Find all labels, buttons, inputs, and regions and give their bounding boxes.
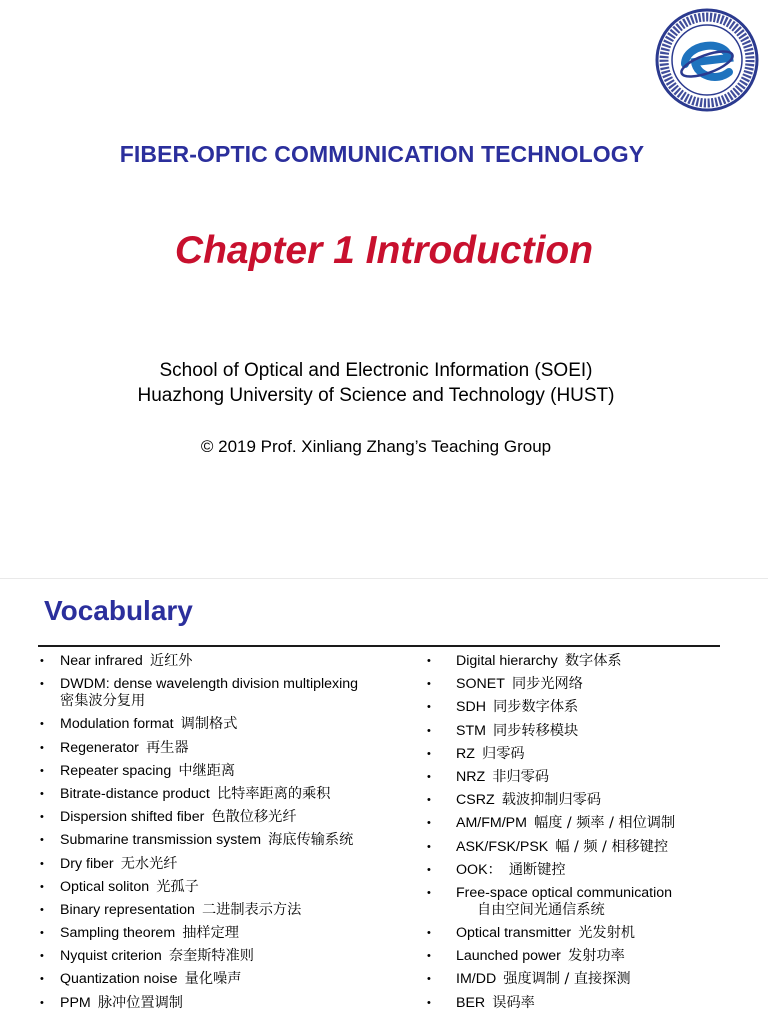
term-english: IM/DD [456, 971, 497, 988]
term-english: Dispersion shifted fiber [60, 809, 205, 826]
term-chinese: 无水光纤 [120, 855, 178, 872]
term-chinese: 幅度 / 频率 / 相位调制 [534, 815, 676, 832]
term-english: Bitrate-distance product [60, 785, 210, 802]
term-chinese: 误码率 [492, 994, 535, 1011]
bullet-icon: • [40, 741, 44, 754]
vocabulary-item [427, 971, 747, 988]
term-chinese: 再生器 [145, 739, 189, 756]
vocabulary-item [40, 786, 420, 803]
vocabulary-item [427, 676, 747, 693]
bullet-icon: • [427, 927, 431, 940]
term-chinese: 强度调制 / 直接探测 [503, 971, 631, 988]
term-english: SDH [456, 699, 486, 716]
term-chinese: 比特率距离的乘积 [216, 785, 331, 802]
bullet-icon: • [427, 794, 431, 807]
vocabulary-list-right [427, 653, 747, 1018]
term-english: Free-space optical communication [456, 884, 673, 901]
vocabulary-item [40, 676, 420, 710]
term-english: Digital hierarchy [456, 653, 558, 669]
bullet-icon: • [40, 973, 44, 986]
term-english: NRZ [456, 768, 486, 785]
bullet-icon: • [40, 655, 44, 667]
bullet-icon: • [40, 927, 44, 940]
vocabulary-item [427, 839, 747, 856]
bullet-icon: • [40, 857, 44, 870]
term-chinese: 光发射机 [578, 925, 635, 942]
bullet-icon: • [427, 996, 431, 1009]
bullet-icon: • [427, 678, 431, 691]
bullet-icon: • [427, 886, 431, 899]
term-english: ASK/FSK/PSK [456, 838, 549, 855]
bullet-icon: • [40, 880, 44, 893]
term-english: PPM [60, 994, 91, 1011]
term-english: Optical soliton [60, 878, 150, 895]
term-chinese: 非归零码 [492, 768, 550, 785]
term-chinese: 脉冲位置调制 [97, 994, 183, 1011]
term-chinese: 通断键控 [508, 861, 566, 878]
term-english: Submarine transmission system [60, 832, 262, 849]
school-name: School of Optical and Electronic Information (SOEI) [159, 360, 593, 381]
vocabulary-list-left [40, 653, 420, 1018]
vocabulary-item [427, 925, 747, 942]
bullet-icon: • [40, 834, 44, 847]
term-chinese: 自由空间光通信系统 [477, 901, 605, 918]
term-chinese: 同步数字体系 [493, 699, 579, 716]
term-chinese: 奈奎斯特准则 [168, 948, 254, 965]
term-chinese: 光孤子 [156, 878, 199, 895]
bullet-icon: • [427, 863, 431, 876]
term-chinese: 近红外 [149, 653, 193, 669]
term-english: BER [456, 994, 486, 1011]
vocabulary-item [40, 902, 420, 919]
term-english: Binary representation [60, 901, 195, 918]
copyright-notice: © 2019 Prof. Xinliang Zhang’s Teaching Group [200, 437, 552, 456]
bullet-icon: • [40, 764, 44, 777]
bullet-icon: • [427, 950, 431, 963]
vocabulary-title: Vocabulary [44, 595, 193, 626]
slide-divider [0, 578, 768, 579]
vocabulary-item [427, 885, 747, 919]
university-emblem-icon [655, 8, 759, 112]
bullet-icon: • [40, 903, 44, 916]
vocabulary-item [40, 716, 420, 733]
title-underline [38, 645, 720, 647]
term-english: DWDM: dense wavelength division multiplexing [60, 676, 359, 693]
term-chinese: 同步转移模块 [493, 722, 579, 739]
term-english: OOK： [456, 861, 502, 878]
term-chinese: 中继距离 [178, 762, 236, 779]
term-chinese: 二进制表示方法 [201, 901, 302, 918]
term-chinese: 同步光网络 [511, 676, 583, 693]
term-chinese: 幅 / 频 / 相移键控 [555, 838, 669, 855]
term-chinese: 抽样定理 [182, 925, 239, 942]
vocabulary-item [427, 862, 747, 879]
term-chinese: 海底传输系统 [268, 832, 354, 849]
term-english: STM [456, 722, 486, 739]
bullet-icon: • [427, 724, 431, 737]
vocabulary-item [40, 948, 420, 965]
vocabulary-item [40, 879, 420, 896]
term-english: SONET [456, 676, 505, 693]
term-english: AM/FM/PM [456, 815, 527, 832]
vocabulary-item [427, 792, 747, 809]
bullet-icon: • [427, 747, 431, 760]
term-chinese: 调制格式 [180, 716, 238, 733]
term-chinese: 发射功率 [568, 948, 625, 965]
term-english: Sampling theorem [60, 925, 176, 942]
term-chinese: 量化噪声 [184, 971, 242, 988]
term-english: Regenerator [60, 739, 139, 756]
term-english: Nyquist criterion [60, 948, 162, 965]
bullet-icon: • [40, 718, 44, 731]
vocabulary-item [40, 763, 420, 780]
vocabulary-item [40, 832, 420, 849]
vocabulary-item [40, 809, 420, 826]
bullet-icon: • [427, 973, 431, 986]
bullet-icon: • [40, 787, 44, 800]
bullet-icon: • [427, 840, 431, 853]
vocabulary-item [40, 925, 420, 942]
vocabulary-item [40, 653, 420, 670]
bullet-icon: • [427, 655, 431, 667]
bullet-icon: • [427, 770, 431, 783]
vocabulary-item [427, 769, 747, 786]
term-english: Modulation format [60, 716, 174, 733]
term-english: Near infrared [60, 653, 143, 669]
chapter-title: Chapter 1 Introduction [174, 229, 594, 272]
bullet-icon: • [40, 678, 44, 691]
bullet-icon: • [40, 996, 44, 1009]
vocabulary-item [40, 971, 420, 988]
term-chinese: 色散位移光纤 [211, 809, 297, 826]
bullet-icon: • [40, 811, 44, 824]
term-chinese: 归零码 [482, 745, 525, 762]
term-english: Dry fiber [60, 855, 114, 872]
vocabulary-item [40, 740, 420, 757]
term-english: Launched power [456, 948, 561, 965]
term-english: RZ [456, 745, 475, 762]
vocabulary-item [40, 856, 420, 873]
term-english: Optical transmitter [456, 925, 572, 942]
vocabulary-item [427, 995, 747, 1012]
term-chinese: 载波抑制归零码 [501, 792, 602, 809]
bullet-icon: • [427, 701, 431, 714]
vocabulary-item [427, 699, 747, 716]
university-name: Huazhong University of Science and Technology (HUST) [137, 385, 615, 406]
vocabulary-item [427, 746, 747, 763]
term-english: CSRZ [456, 792, 495, 809]
term-chinese: 数字体系 [564, 653, 622, 669]
vocabulary-item [427, 815, 747, 832]
term-english: Quantization noise [60, 971, 178, 988]
term-chinese: 密集波分复用 [60, 693, 146, 710]
term-english: Repeater spacing [60, 762, 172, 779]
course-title: FIBER-OPTIC COMMUNICATION TECHNOLOGY [119, 141, 645, 167]
vocabulary-item [427, 948, 747, 965]
vocabulary-item [40, 995, 420, 1012]
vocabulary-item [427, 653, 747, 670]
bullet-icon: • [427, 817, 431, 830]
bullet-icon: • [40, 950, 44, 963]
vocabulary-item [427, 723, 747, 740]
